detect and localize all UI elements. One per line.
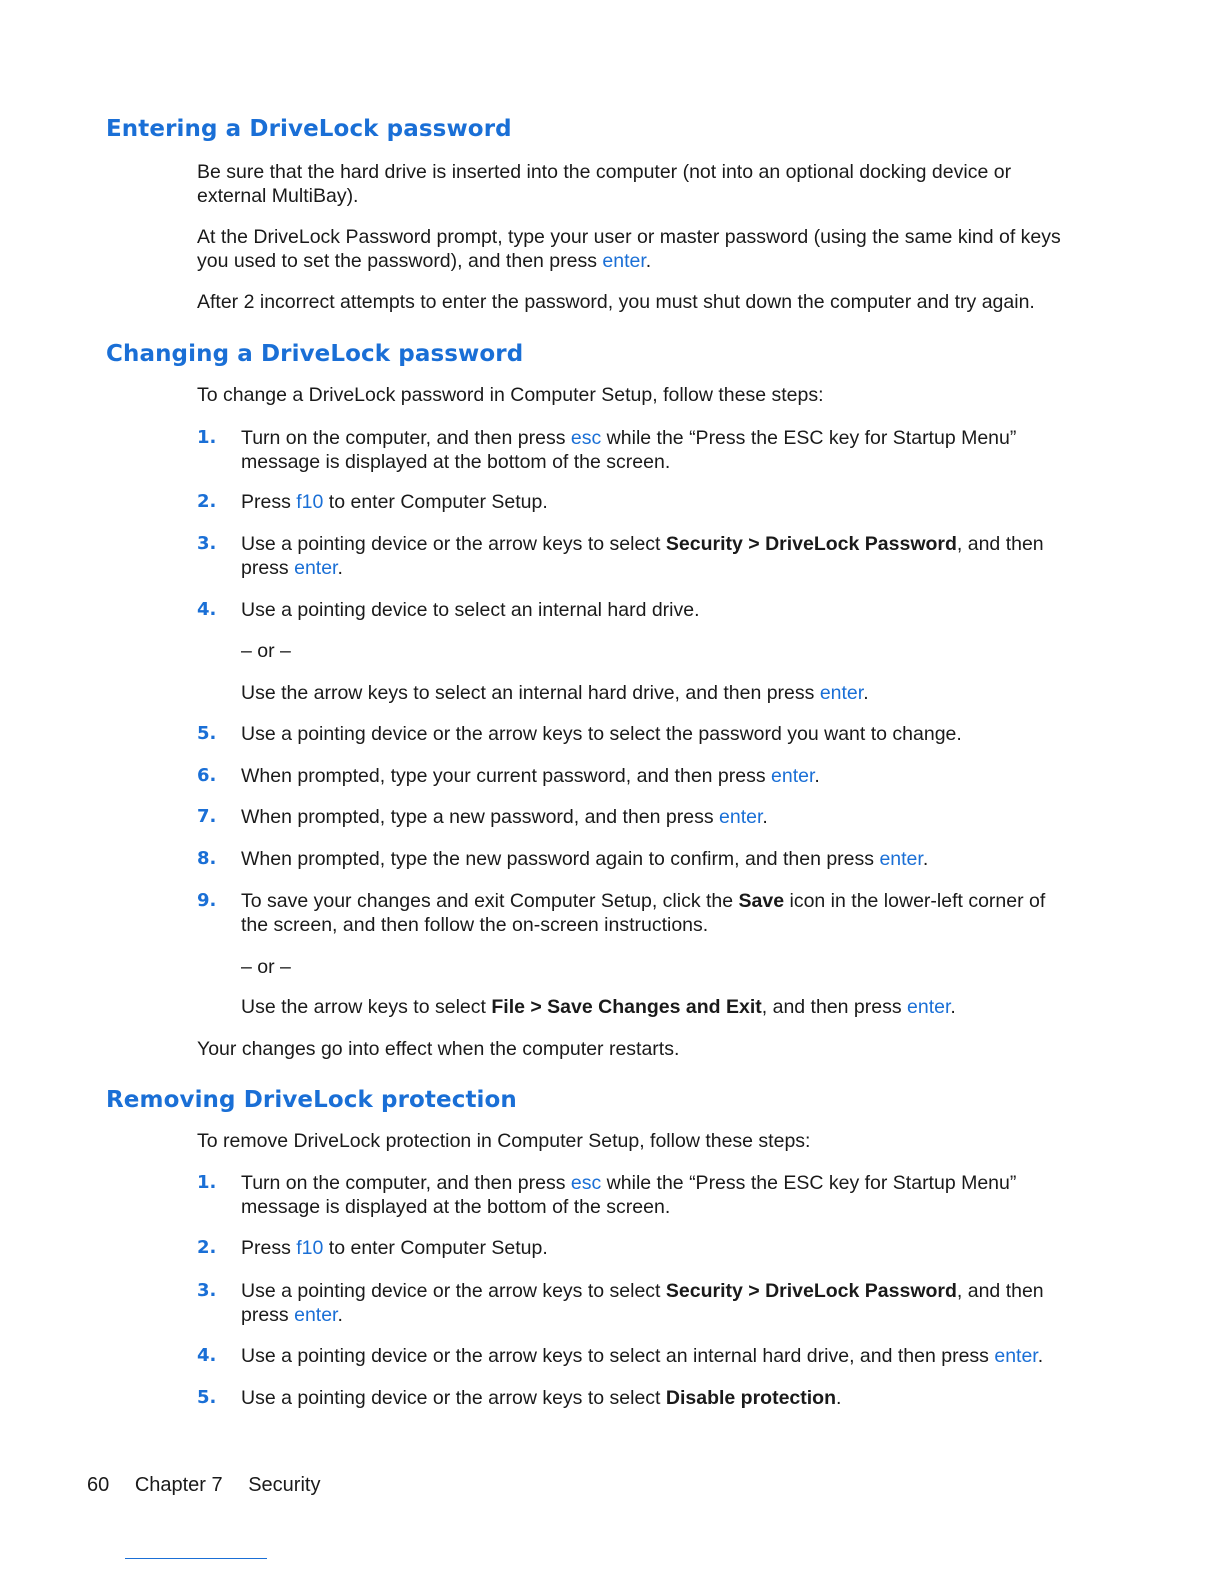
- save-label: Save: [738, 890, 785, 912]
- menu-path: Security > DriveLock Password: [665, 1280, 957, 1302]
- changing-step-5: 5. Use a pointing device or the arrow keys to select the password you want to change.: [197, 723, 962, 745]
- removing-step-4: 4. Use a pointing device or the arrow keys to select an internal hard drive, and then press enter.: [197, 1345, 1044, 1367]
- chapter-title: Security: [248, 1474, 321, 1496]
- enter-key: enter: [294, 557, 338, 579]
- changing-step-3: 3. Use a pointing device or the arrow keys to select Security > DriveLock Password, and then press enter.: [197, 533, 1044, 579]
- changing-step-8: 8. When prompted, type the new password again to confirm, and then press enter.: [197, 848, 929, 870]
- changing-step-9-or: – or –: [241, 956, 291, 978]
- removing-step-2: 2. Press f10 to enter Computer Setup.: [197, 1237, 548, 1259]
- changing-step-4-alternative: Use the arrow keys to select an internal hard drive, and then press enter.: [241, 682, 869, 704]
- enter-key: enter: [879, 848, 923, 870]
- enter-key: enter: [994, 1345, 1038, 1367]
- changing-step-1: 1. Turn on the computer, and then press esc while the “Press the ESC key for Startup Menu” message is displayed at the bottom of the screen.: [197, 427, 1017, 473]
- changing-intro: To change a DriveLock password in Computer Setup, follow these steps:: [197, 384, 824, 406]
- changing-step-6: 6. When prompted, type your current password, and then press enter.: [197, 765, 820, 787]
- step-number: 8.: [197, 848, 217, 869]
- changing-step-9-alternative: Use the arrow keys to select File > Save Changes and Exit, and then press enter.: [241, 996, 956, 1018]
- step-number: 7.: [197, 806, 217, 827]
- removing-intro: To remove DriveLock protection in Computer Setup, follow these steps:: [197, 1130, 811, 1152]
- step-number: 5.: [197, 1387, 217, 1408]
- enter-key: enter: [719, 806, 763, 828]
- changing-step-7: 7. When prompted, type a new password, and then press enter.: [197, 806, 768, 828]
- step-number: 3.: [197, 533, 217, 554]
- changing-step-2: 2. Press f10 to enter Computer Setup.: [197, 491, 548, 513]
- footer-rule: [125, 1558, 267, 1559]
- step-number: 6.: [197, 765, 217, 786]
- step-number: 1.: [197, 427, 217, 448]
- enter-key: enter: [602, 250, 646, 272]
- page-footer: [87, 1472, 340, 1498]
- changing-step-9: 9. To save your changes and exit Computer Setup, click the Save icon in the lower-left corner of the screen, and then follow the on-screen instructions.: [197, 890, 1046, 936]
- enter-key: enter: [907, 996, 951, 1018]
- entering-paragraph-3: After 2 incorrect attempts to enter the password, you must shut down the computer and try again.: [197, 291, 1035, 313]
- heading-removing-drivelock-protection: Removing DriveLock protection: [106, 1087, 517, 1113]
- step-number: 4.: [197, 599, 217, 620]
- esc-key: esc: [570, 427, 602, 449]
- entering-paragraph-1: Be sure that the hard drive is inserted into the computer (not into an optional docking device or external MultiBay).: [197, 161, 1012, 207]
- enter-key: enter: [294, 1304, 338, 1326]
- step-number: 1.: [197, 1172, 217, 1193]
- heading-entering-drivelock-password: Entering a DriveLock password: [106, 116, 512, 142]
- enter-key: enter: [819, 682, 864, 704]
- removing-step-1: 1. Turn on the computer, and then press esc while the “Press the ESC key for Startup Menu” message is displayed at the bottom of the screen.: [197, 1172, 1017, 1218]
- f10-key: f10: [296, 1237, 324, 1259]
- heading-changing-drivelock-password: Changing a DriveLock password: [106, 341, 524, 367]
- step-number: 3.: [197, 1280, 217, 1301]
- chapter-label: Chapter 7: [134, 1474, 223, 1496]
- step-number: 9.: [197, 890, 217, 911]
- step-number: 2.: [197, 491, 217, 512]
- menu-path: Security > DriveLock Password: [665, 533, 957, 555]
- f10-key: f10: [296, 491, 324, 513]
- changing-step-4-or: – or –: [241, 640, 291, 662]
- esc-key: esc: [570, 1172, 602, 1194]
- step-number: 2.: [197, 1237, 217, 1258]
- entering-paragraph-2: At the DriveLock Password prompt, type your user or master password (using the same kind of keys you used to set the password), and then press enter.: [197, 226, 1061, 272]
- removing-step-3: 3. Use a pointing device or the arrow keys to select Security > DriveLock Password, and then press enter.: [197, 1280, 1044, 1326]
- removing-step-5: 5. Use a pointing device or the arrow keys to select Disable protection.: [197, 1387, 842, 1409]
- enter-key: enter: [771, 765, 815, 787]
- menu-path: File > Save Changes and Exit: [491, 996, 762, 1018]
- disable-protection-label: Disable protection: [665, 1387, 837, 1409]
- changing-outro: Your changes go into effect when the computer restarts.: [197, 1038, 680, 1060]
- step-number: 4.: [197, 1345, 217, 1366]
- changing-step-4: 4. Use a pointing device to select an internal hard drive.: [197, 599, 700, 621]
- page-number: 60: [87, 1474, 110, 1496]
- step-number: 5.: [197, 723, 217, 744]
